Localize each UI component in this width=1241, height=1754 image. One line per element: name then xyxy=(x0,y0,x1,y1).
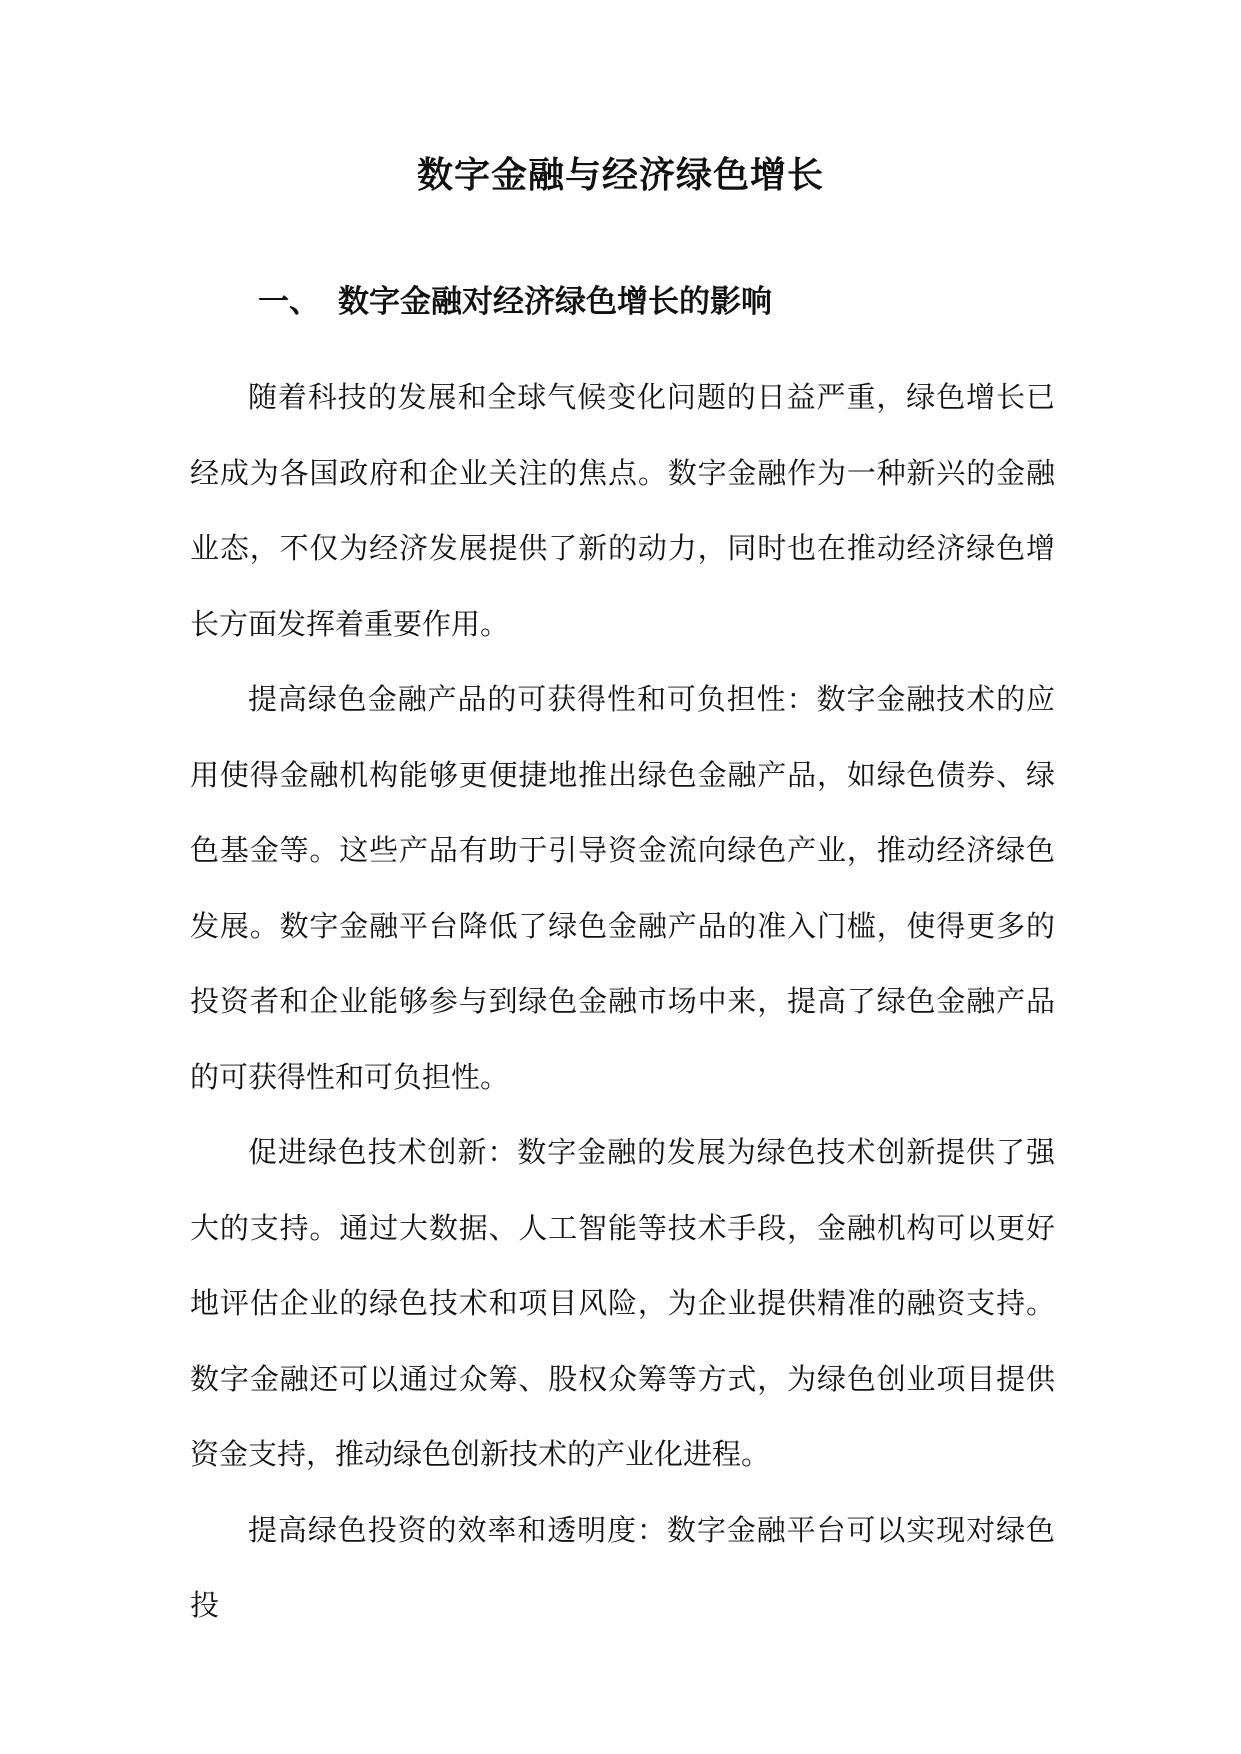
document-body xyxy=(190,360,1055,1644)
section-heading-text: 数字金融对经济绿色增长的影响 xyxy=(338,284,772,320)
section-heading xyxy=(258,280,772,324)
paragraph: 促进绿色技术创新：数字金融的发展为绿色技术创新提供了强大的支持。通过大数据、人工智能等技术手段，金融机构可以更好地评估企业的绿色技术和项目风险，为企业提供精准的融资支持。数字金融还可以通过众筹、股权众筹等方式，为绿色创业项目提供资金支持，推动绿色创新技术的产业化进程。 xyxy=(190,1135,1055,1471)
document-title: 数字金融与经济绿色增长 xyxy=(416,155,824,196)
paragraph: 随着科技的发展和全球气候变化问题的日益严重，绿色增长已经成为各国政府和企业关注的焦点。数字金融作为一种新兴的金融业态，不仅为经济发展提供了新的动力，同时也在推动经济绿色增长方面发挥着重要作用。 xyxy=(190,380,1055,641)
paragraph: 提高绿色金融产品的可获得性和可负担性：数字金融技术的应用使得金融机构能够更便捷地推出绿色金融产品，如绿色债券、绿色基金等。这些产品有助于引导资金流向绿色产业，推动经济绿色发展。数字金融平台降低了绿色金融产品的准入门槛，使得更多的投资者和企业能够参与到绿色金融市场中来，提高了绿色金融产品的可获得性和可负担性。 xyxy=(190,682,1055,1094)
paragraph: 提高绿色投资的效率和透明度：数字金融平台可以实现对绿色投 xyxy=(190,1512,1055,1622)
section-number: 一、 xyxy=(258,284,320,320)
